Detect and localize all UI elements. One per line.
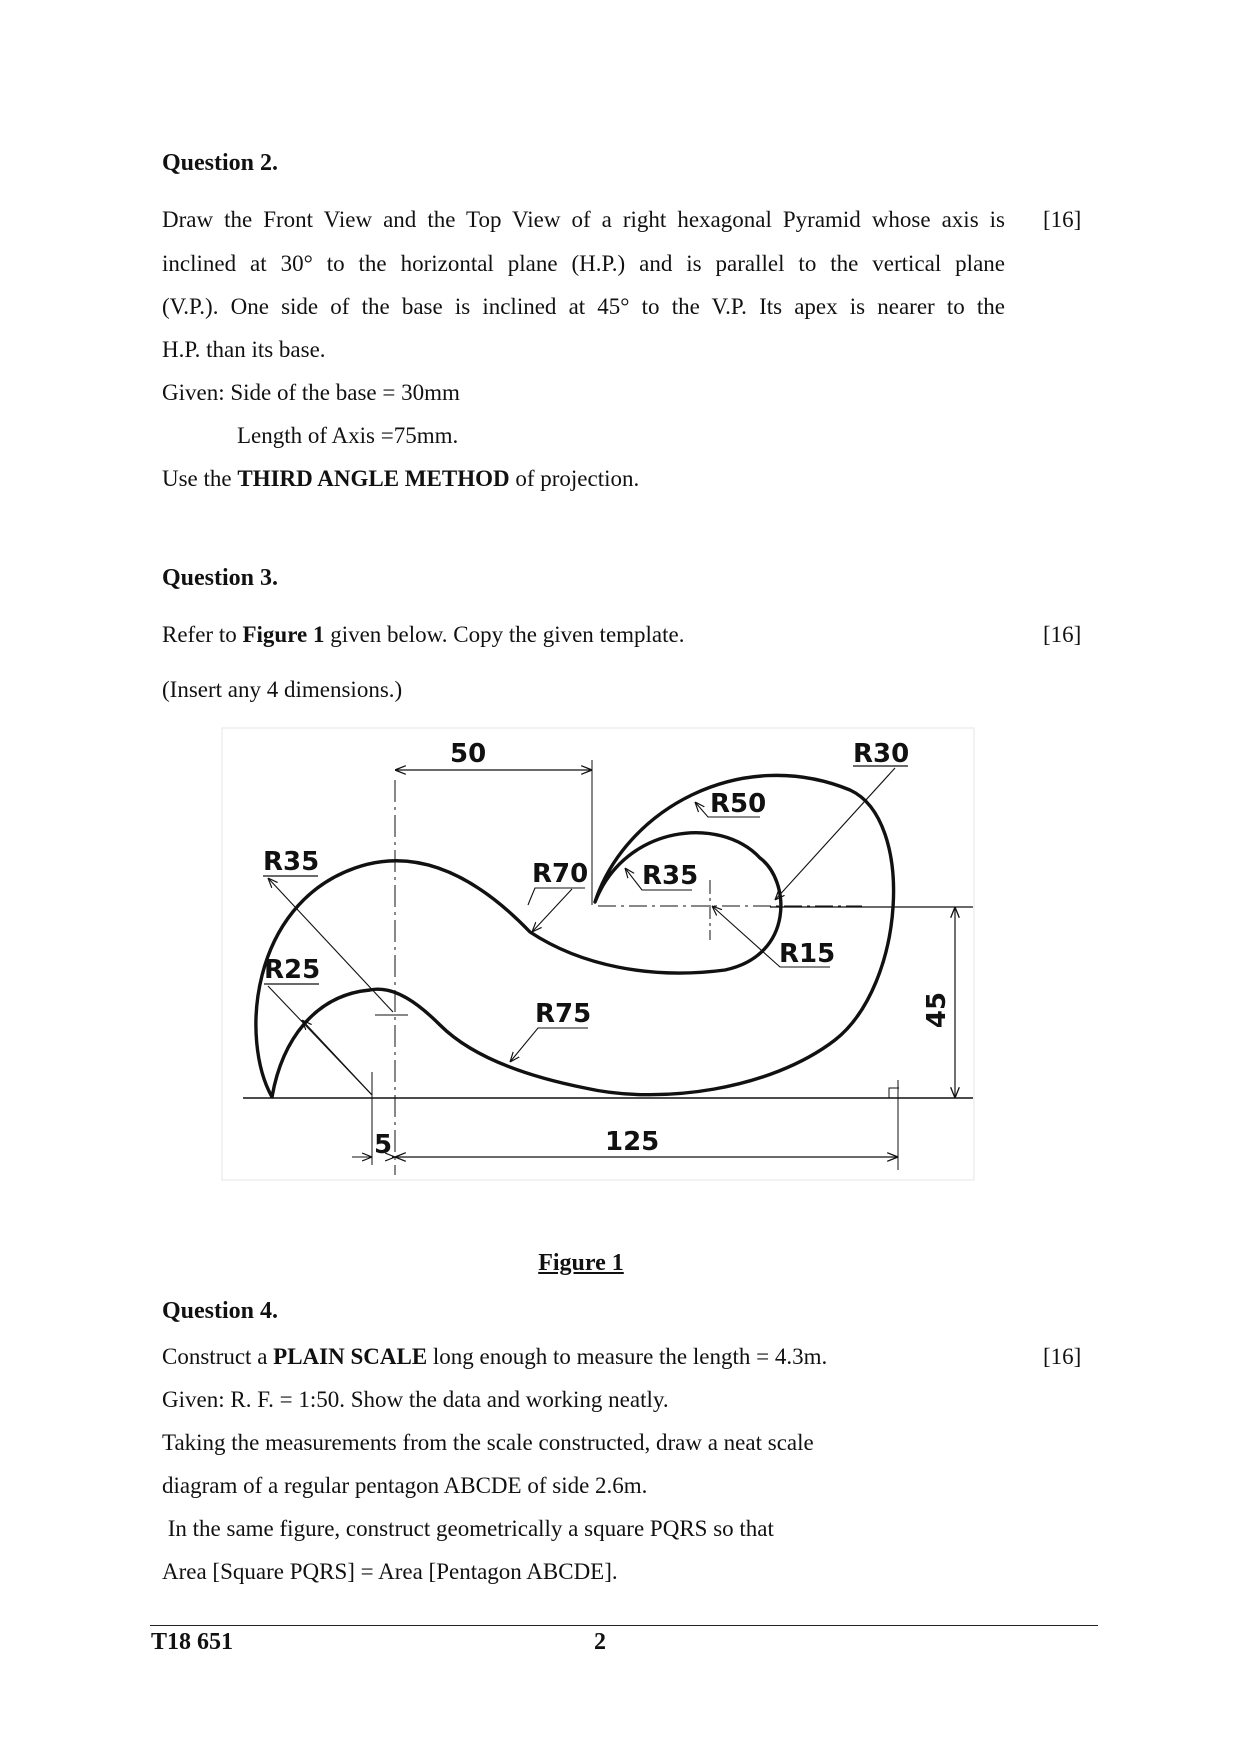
question-3-marks: [16] <box>1043 622 1082 647</box>
dim-45-label: 45 <box>922 991 952 1029</box>
dim-5-label: 5 <box>374 1130 393 1160</box>
q3-pre-text: Refer to <box>162 622 243 647</box>
r75-label: R75 <box>535 999 592 1029</box>
question-4-line-6: Area [Square PQRS] = Area [Pentagon ABCDE]. <box>162 1559 618 1584</box>
r25-arrow <box>302 1020 372 1095</box>
question-2-line-2: inclined at 30° to the horizontal plane (H.P.) and is parallel to the vertical plane <box>162 251 1005 276</box>
question-2-given-side: Given: Side of the base = 30mm <box>162 380 460 405</box>
question-4-line-2: Given: R. F. = 1:50. Show the data and working neatly. <box>162 1387 669 1412</box>
r30-label: R30 <box>853 739 910 769</box>
paper-code: T18 651 <box>151 1629 234 1655</box>
question-3-title: Question 3. <box>162 565 279 591</box>
r70-label: R70 <box>532 859 589 889</box>
question-2-marks: [16] <box>1043 207 1082 232</box>
r15-label: R15 <box>779 939 836 969</box>
r70-underline <box>528 888 585 905</box>
q3-bold-text: Figure 1 <box>242 622 325 647</box>
dim-125-label: 125 <box>605 1127 660 1157</box>
r25-label: R25 <box>264 955 321 985</box>
figure-1-caption: Figure 1 <box>538 1250 624 1276</box>
template-outline <box>256 775 894 1097</box>
r75-leader <box>510 1028 588 1062</box>
question-4-marks: [16] <box>1043 1344 1082 1369</box>
question-3-line-2: (Insert any 4 dimensions.) <box>162 677 403 702</box>
q4-post-text: long enough to measure the length = 4.3m. <box>427 1344 828 1369</box>
method-bold-text: THIRD ANGLE METHOD <box>237 466 510 491</box>
r35-left-label: R35 <box>263 847 320 877</box>
q4-pre-text: Construct a <box>162 1344 274 1369</box>
question-2-line-3: (V.P.). One side of the base is inclined at 45° to the V.P. Its apex is nearer to the <box>162 294 1005 319</box>
question-2-line-4: H.P. than its base. <box>162 337 326 362</box>
method-post-text: of projection. <box>509 466 640 491</box>
page-number: 2 <box>594 1629 606 1655</box>
r70-leader <box>532 889 572 932</box>
question-2-line-1: Draw the Front View and the Top View of a right hexagonal Pyramid whose axis is <box>162 207 1005 232</box>
question-4-line-3: Taking the measurements from the scale constructed, draw a neat scale <box>162 1430 814 1455</box>
r30-leader <box>775 768 895 900</box>
question-4-line-5: In the same figure, construct geometrically a square PQRS so that <box>162 1516 774 1541</box>
question-2-title: Question 2. <box>162 150 279 176</box>
q4-bold-text: PLAIN SCALE <box>273 1344 428 1369</box>
dim-50-label: 50 <box>450 739 487 769</box>
method-pre-text: Use the <box>162 466 238 491</box>
question-4-title: Question 4. <box>162 1298 279 1324</box>
question-2-given-axis: Length of Axis =75mm. <box>237 423 459 448</box>
q3-post-text: given below. Copy the given template. <box>324 622 685 647</box>
question-4-line-4: diagram of a regular pentagon ABCDE of side 2.6m. <box>162 1473 648 1498</box>
footer-rule <box>150 1625 1098 1626</box>
r35-left-leader <box>268 878 393 1012</box>
question-4-line-1 <box>162 1344 827 1370</box>
r35-inner-label: R35 <box>642 861 699 891</box>
r50-label: R50 <box>710 789 767 819</box>
